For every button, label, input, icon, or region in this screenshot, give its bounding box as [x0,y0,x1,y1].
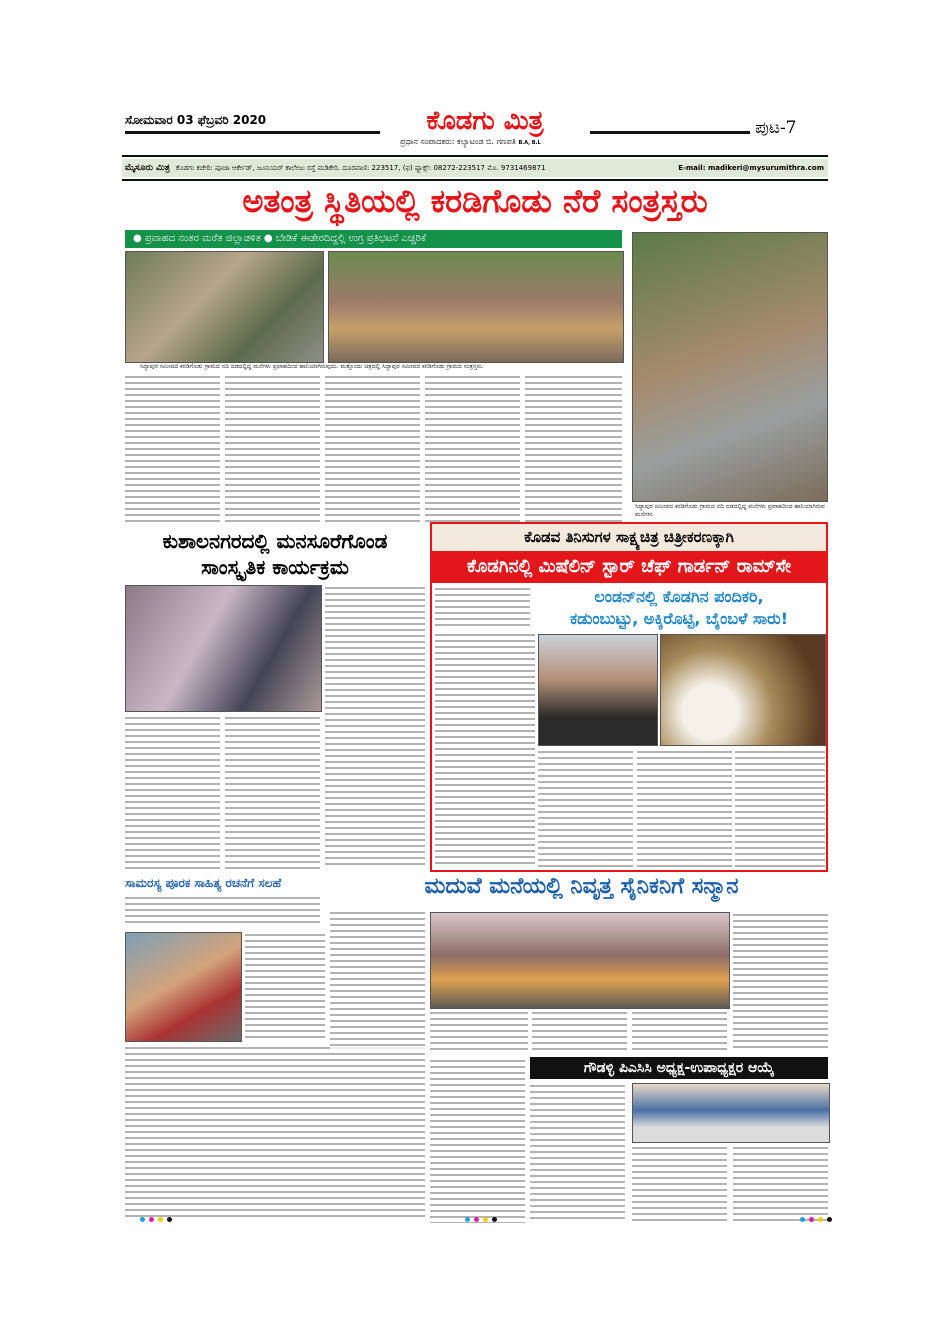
article-column [125,895,320,927]
article-column [435,632,535,868]
article-column [225,374,320,524]
article-column [525,374,622,524]
article-column [430,1058,525,1223]
divider [122,179,828,181]
article-column [530,1083,625,1223]
ramsay-kicker: ಕೊಡವ ತಿನಿಸುಗಳ ಸಾಕ್ಷ್ಯಚಿತ್ರ ಚಿತ್ರೀಕರಣಕ್ಕಾಗಿ [432,524,826,551]
literature-headline: ಸಾಮರಸ್ಯ ಪೂರಕ ಸಾಹಿತ್ಯ ರಚನೆಗೆ ಸಲಹೆ [125,876,282,890]
photo-soldier-felicitation [430,912,730,1009]
ramsay-box [430,522,828,872]
article-column [325,585,425,865]
photo-literature-event [125,932,242,1042]
registration-marks [800,1217,832,1222]
photo-flood-victims [328,251,624,363]
editor-line [400,137,541,147]
page-number: ಪುಟ-7 [755,118,797,138]
article-column [637,749,732,867]
info-bar [122,159,828,177]
photo-kodava-dishes [660,634,826,746]
registration-marks [140,1217,172,1222]
header-rule-left [125,131,380,134]
article-column [632,1145,727,1223]
article-column [532,1010,627,1052]
article-column [425,374,520,524]
subhead-line: ಲಂಡನ್‌ನಲ್ಲಿ ಕೊಡಗಿನ ಪಂದಿಕರಿ, [594,587,764,606]
photo-gordon-ramsay [538,634,658,746]
article-column [330,910,425,1050]
article-column [435,586,530,628]
registration-marks [465,1217,497,1222]
editor-degree: B.A, B.L [518,140,541,146]
article-column [733,912,828,1052]
article-column [632,1010,727,1052]
side-caption: ಸಿದ್ದಾಪುರ ಸಮೀಪದ ಕರಡಿಗೊಡು ಗ್ರಾಮದ ನದಿ ದಡದಲ್ಲಿದ್ದ ಮನೆಗಳು ಪ್ರವಾಹದಿಂದ ಹಾನಿಯಾಗಿರುವ ಮನೆಗಳು [635,503,825,518]
gowdalli-headline: ಗೌಡಳ್ಳಿ ಪಿಎಸಿಸಿ ಅಧ್ಯಕ್ಷ-ಉಪಾಧ್ಯಕ್ಷರ ಆಯ್ಕೆ [530,1057,828,1079]
article-column [125,1045,425,1220]
divider [122,155,828,157]
article-column [733,1145,828,1223]
info-address: ಕೊಡಗು ಕಚೇರಿ: ಪೂಜಾ ಆರ್ಕೇಡ್, ಜೂನಿಯರ್ ಕಾಲೇಜು ರಸ್ತೆ ಮಡಿಕೇರಿ. ದೂರವಾಣಿ: 223517, (ಫ) ಫ್ಯಾಕ್ಸ್: 08272-223517 ಮೊ. 9731469871 [175,163,546,172]
info-brand: ಮೈಸೂರು ಮಿತ್ರ [125,163,170,173]
photo-collapsed-house [632,232,828,502]
photo-damaged-house [125,251,324,363]
ramsay-subhead [532,586,826,630]
lead-headline: ಅತಂತ್ರ ಸ್ಥಿತಿಯಲ್ಲಿ ಕರಡಿಗೊಡು ನೆರೆ ಸಂತ್ರಸ್ತರು [242,182,708,220]
masthead-logo: ಕೊಡಗು ಮಿತ್ರ [426,106,544,136]
subhead-line: ಕಡುಂಬುಟ್ಟು, ಅಕ್ಕಿರೊಟ್ಟಿ, ಬೈಂಬಳೆ ಸಾರು! [569,609,788,628]
header-rule-right [590,131,750,134]
lead-caption: ಸಿದ್ದಾಪುರ ಸಮೀಪದ ಕರಡಿಗೊಡು ಗ್ರಾಮದ ನದಿ ದಡದಲ್ಲಿದ್ದ ಮನೆಗಳು ಪ್ರವಾಹದಿಂದ ಹಾನಿಯಾಗಿರುವುದು. ಮತ್ತೊಂದು ಚಿತ್ರದಲ್ಲಿ ಸಿದ್ದಾಪುರ ಸಮೀಪದ ಕರಡಿಗೊಡು ಗ್ರಾಮದ ಸಂತ್ರಸ್ತರು. [140,363,484,370]
article-column [735,749,825,867]
lead-strap: ● ಪ್ರವಾಹದ ನಂತರ ಮರೆತ ಜಿಲ್ಲಾಡಳಿತ ● ಬೇಡಿಕೆ ಈಡೇರದಿದ್ದಲ್ಲಿ ಉಗ್ರ ಪ್ರತಿಭಟನೆ ಎಚ್ಚರಿಕೆ [125,230,622,248]
headline-line: ಸಾಂಸ್ಕೃತಿಕ ಕಾರ್ಯಕ್ರಮ [201,555,349,579]
article-column [245,932,325,1040]
ramsay-headline: ಕೊಡಗಿನಲ್ಲಿ ಮಿಷೆಲಿನ್ ಸ್ಟಾರ್ ಚೆಫ್ ಗಾರ್ಡನ್ ರಾಮ್‌ಸೇ [432,551,826,583]
editor-name: ಪ್ರಧಾನ ಸಂಪಾದಕರು: ಕಲ್ಯಾಟಂಡ ಬಿ. ಗಣಪತಿ [400,137,516,146]
article-column [538,749,633,867]
headline-line: ಕುಶಾಲನಗರದಲ್ಲಿ ಮನಸೂರೆಗೊಂಡ [162,529,388,553]
article-column [225,715,320,870]
article-column [125,374,220,524]
article-column [430,1010,528,1052]
email-link[interactable]: E-mail: madikeri@mysurumithra.com [678,164,824,172]
soldier-headline: ಮದುವೆ ಮನೆಯಲ್ಲಿ ನಿವೃತ್ತ ಸೈನಿಕನಿಗೆ ಸನ್ಮಾನ [424,874,739,899]
photo-cultural-event [125,585,322,712]
issue-date: ಸೋಮವಾರ 03 ಫೆಬ್ರವರಿ 2020 [125,113,267,127]
kushalnagar-headline [125,528,425,580]
photo-pacs-office-bearers [632,1083,830,1143]
article-column [325,374,420,524]
article-column [125,715,220,870]
